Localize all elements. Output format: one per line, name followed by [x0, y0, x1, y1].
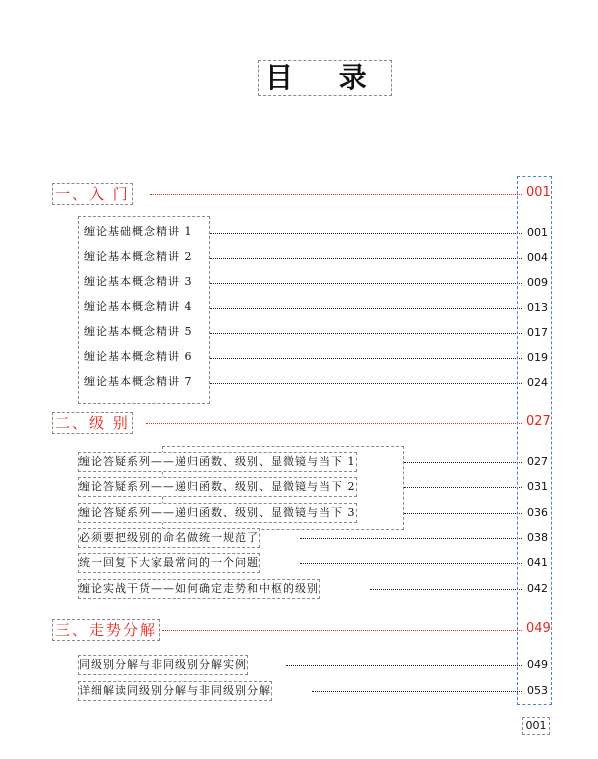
- item-label: 缠论基础概念精讲 1: [84, 223, 193, 241]
- item-page: 049: [527, 658, 548, 671]
- item-label: 缠论基本概念精讲 5: [84, 323, 193, 341]
- item-page: 001: [527, 226, 548, 239]
- toc-item-row[interactable]: [0, 223, 598, 243]
- dot-leader: [300, 538, 522, 539]
- item-label: 缠论基本概念精讲 4: [84, 298, 193, 316]
- toc-item-row[interactable]: [0, 298, 598, 318]
- item-label: 统一回复下大家最常问的一个问题: [78, 553, 260, 573]
- section-page: 049: [526, 621, 551, 636]
- toc-item-row[interactable]: [0, 452, 598, 472]
- item-page: 036: [527, 506, 548, 519]
- toc-section-row[interactable]: [0, 183, 598, 203]
- item-label: 同级别分解与非同级别分解实例: [78, 655, 248, 675]
- item-label: 缠论基本概念精讲 6: [84, 348, 193, 366]
- toc-item-row[interactable]: [0, 655, 598, 675]
- item-label: 缠论答疑系列——递归函数、级别、显微镜与当下 2: [78, 477, 357, 497]
- toc-section-row[interactable]: [0, 412, 598, 432]
- section-label: 二、级 别: [52, 412, 133, 434]
- dot-leader: [286, 665, 522, 666]
- toc-item-row[interactable]: [0, 579, 598, 599]
- item-page: 027: [527, 455, 548, 468]
- dot-leader: [210, 308, 522, 309]
- page-number-column: [517, 176, 552, 705]
- item-label: 必须要把级别的命名做统一规范了: [78, 528, 260, 548]
- item-page: 031: [527, 480, 548, 493]
- item-page: 024: [527, 376, 548, 389]
- toc-title: 目 录: [258, 60, 392, 96]
- page-number: 001: [522, 717, 550, 735]
- section-label: 三、走势分解: [52, 619, 160, 641]
- toc-item-row[interactable]: [0, 323, 598, 343]
- dot-leader: [300, 563, 522, 564]
- dot-leader: [146, 423, 522, 424]
- dot-leader: [210, 283, 522, 284]
- dot-leader: [404, 462, 522, 463]
- toc-item-row[interactable]: [0, 373, 598, 393]
- section-page: 027: [526, 414, 551, 429]
- item-page: 013: [527, 301, 548, 314]
- item-label: 缠论基本概念精讲 3: [84, 273, 193, 291]
- item-page: 042: [527, 582, 548, 595]
- item-page: 019: [527, 351, 548, 364]
- item-label: 详细解读同级别分解与非同级别分解: [78, 681, 272, 701]
- toc-item-row[interactable]: [0, 681, 598, 701]
- toc-item-row[interactable]: [0, 477, 598, 497]
- item-page: 017: [527, 326, 548, 339]
- item-page: 041: [527, 556, 548, 569]
- toc-item-row[interactable]: [0, 528, 598, 548]
- dot-leader: [312, 691, 522, 692]
- dot-leader: [210, 358, 522, 359]
- toc-item-row[interactable]: [0, 503, 598, 523]
- item-label: 缠论答疑系列——递归函数、级别、显微镜与当下 1: [78, 452, 357, 472]
- item-label: 缠论答疑系列——递归函数、级别、显微镜与当下 3: [78, 503, 357, 523]
- dot-leader: [404, 513, 522, 514]
- dot-leader: [162, 630, 522, 631]
- item-page: 004: [527, 251, 548, 264]
- item-label: 缠论基本概念精讲 7: [84, 373, 193, 391]
- dot-leader: [210, 258, 522, 259]
- dot-leader: [404, 487, 522, 488]
- toc-section-row[interactable]: [0, 619, 598, 639]
- dot-leader: [150, 194, 522, 195]
- toc-item-row[interactable]: [0, 273, 598, 293]
- item-page: 038: [527, 531, 548, 544]
- toc-item-row[interactable]: [0, 248, 598, 268]
- item-page: 009: [527, 276, 548, 289]
- dot-leader: [210, 333, 522, 334]
- toc-item-row[interactable]: [0, 348, 598, 368]
- item-label: 缠论基本概念精讲 2: [84, 248, 193, 266]
- dot-leader: [370, 589, 522, 590]
- toc-item-row[interactable]: [0, 553, 598, 573]
- section-page: 001: [526, 185, 551, 200]
- dot-leader: [210, 383, 522, 384]
- item-label: 缠论实战干货——如何确定走势和中枢的级别: [78, 579, 320, 599]
- dot-leader: [210, 233, 522, 234]
- item-page: 053: [527, 684, 548, 697]
- section-label: 一、入 门: [52, 183, 133, 205]
